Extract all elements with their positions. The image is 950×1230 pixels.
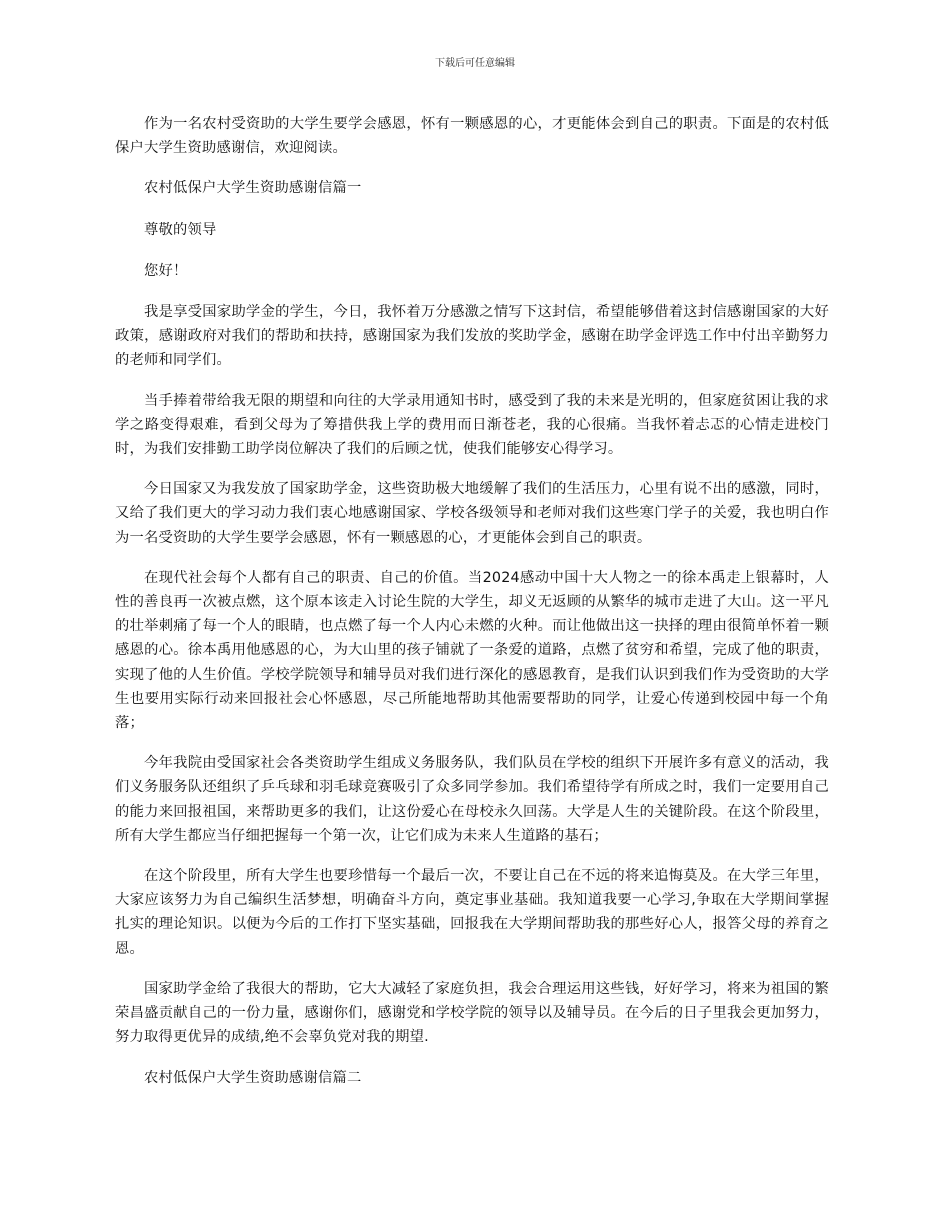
- intro-paragraph: 作为一名农村受资助的大学生要学会感恩，怀有一颗感恩的心，才更能体会到自己的职责。下面是的农村低保户大学生资助感谢信，欢迎阅读。: [115, 116, 829, 157]
- body-paragraph: 今日国家又为我发放了国家助学金，这些资助极大地缓解了我们的生活压力，心里有说不出的感激，同时，又给了我们更大的学习动力我们衷心地感谢国家、学校各级领导和老师对我们这些寒门学子的关爱，我也明白作为一名受资助的大学生要学会感恩，怀有一颗感恩的心，才更能体会到自己的职责。: [115, 481, 829, 546]
- body-paragraph: 今年我院由受国家社会各类资助学生组成义务服务队，我们队员在学校的组织下开展许多有意义的活动，我们义务服务队还组织了乒乓球和羽毛球竞赛吸引了众多同学参加。我们希望待学有所成之时，我们一定要用自己的能力来回报祖国，来帮助更多的我们，让这份爱心在母校永久回荡。大学是人生的关键阶段。在这个阶段里，所有大学生都应当仔细把握每一个第一次，让它们成为未来人生道路的基石；: [115, 755, 829, 844]
- section-heading-2: 农村低保户大学生资助感谢信篇二: [144, 1069, 362, 1086]
- body-paragraph: 我是享受国家助学金的学生，今日，我怀着万分感激之情写下这封信，希望能够借着这封信感谢国家的大好政策，感谢政府对我们的帮助和扶持，感谢国家为我们发放的奖助学金，感谢在助学金评选工作中付出辛勤努力的老师和同学们。: [115, 304, 829, 369]
- body-paragraph: 国家助学金给了我很大的帮助，它大大减轻了家庭负担，我会合理运用这些钱，好好学习，将来为祖国的繁荣昌盛贡献自己的一份力量，感谢你们，感谢党和学校学院的领导以及辅导员。在今后的日子里我会更加努力，努力取得更优异的成绩,绝不会辜负党对我的期望.: [115, 980, 829, 1046]
- body-paragraph: 在现代社会每个人都有自己的职责、自己的价值。当2024感动中国十大人物之一的徐本禹走上银幕时，人性的善良再一次被点燃，这个原本该走入讨论生院的大学生，却义无返顾的从繁华的城市走进了大山。这一平凡的壮举刺痛了每一个人的眼睛，也点燃了每一个人内心未燃的火种。而让他做出这一抉择的理由很简单怀着一颗感恩的心。徐本禹用他感恩的心，为大山里的孩子铺就了一条爱的道路，点燃了贫穷和希望，完成了他的职责，实现了他的人生价值。学校学院领导和辅导员对我们进行深化的感恩教育，是我们认识到我们作为受资助的大学生也要用实际行动来回报社会心怀感恩，尽己所能地帮助其他需要帮助的同学，让爱心传递到校园中每一个角落；: [115, 569, 829, 732]
- body-paragraph: 在这个阶段里，所有大学生也要珍惜每一个最后一次，不要让自己在不远的将来追悔莫及。在大学三年里，大家应该努力为自己编织生活梦想，明确奋斗方向，奠定事业基础。我知道我要一心学习,争取在大学期间掌握扎实的理论知识。以便为今后的工作打下坚实基础，回报我在大学期间帮助我的那些好心人，报答父母的养育之恩。: [115, 868, 829, 957]
- header-note: 下载后可任意编辑: [435, 58, 515, 69]
- greeting: 您好！: [144, 262, 188, 279]
- section-heading-1: 农村低保户大学生资助感谢信篇一: [144, 180, 362, 197]
- document-body: [115, 112, 829, 1107]
- salutation: 尊敬的领导: [144, 221, 217, 238]
- body-paragraph: 当手捧着带给我无限的期望和向往的大学录用通知书时，感受到了我的未来是光明的，但家庭贫困让我的求学之路变得艰难，看到父母为了筹措供我上学的费用而日渐苍老，我的心很痛。当我怀着忐忑的心情走进校门时，为我们安排勤工助学岗位解决了我们的后顾之忧，使我们能够安心得学习。: [115, 392, 829, 458]
